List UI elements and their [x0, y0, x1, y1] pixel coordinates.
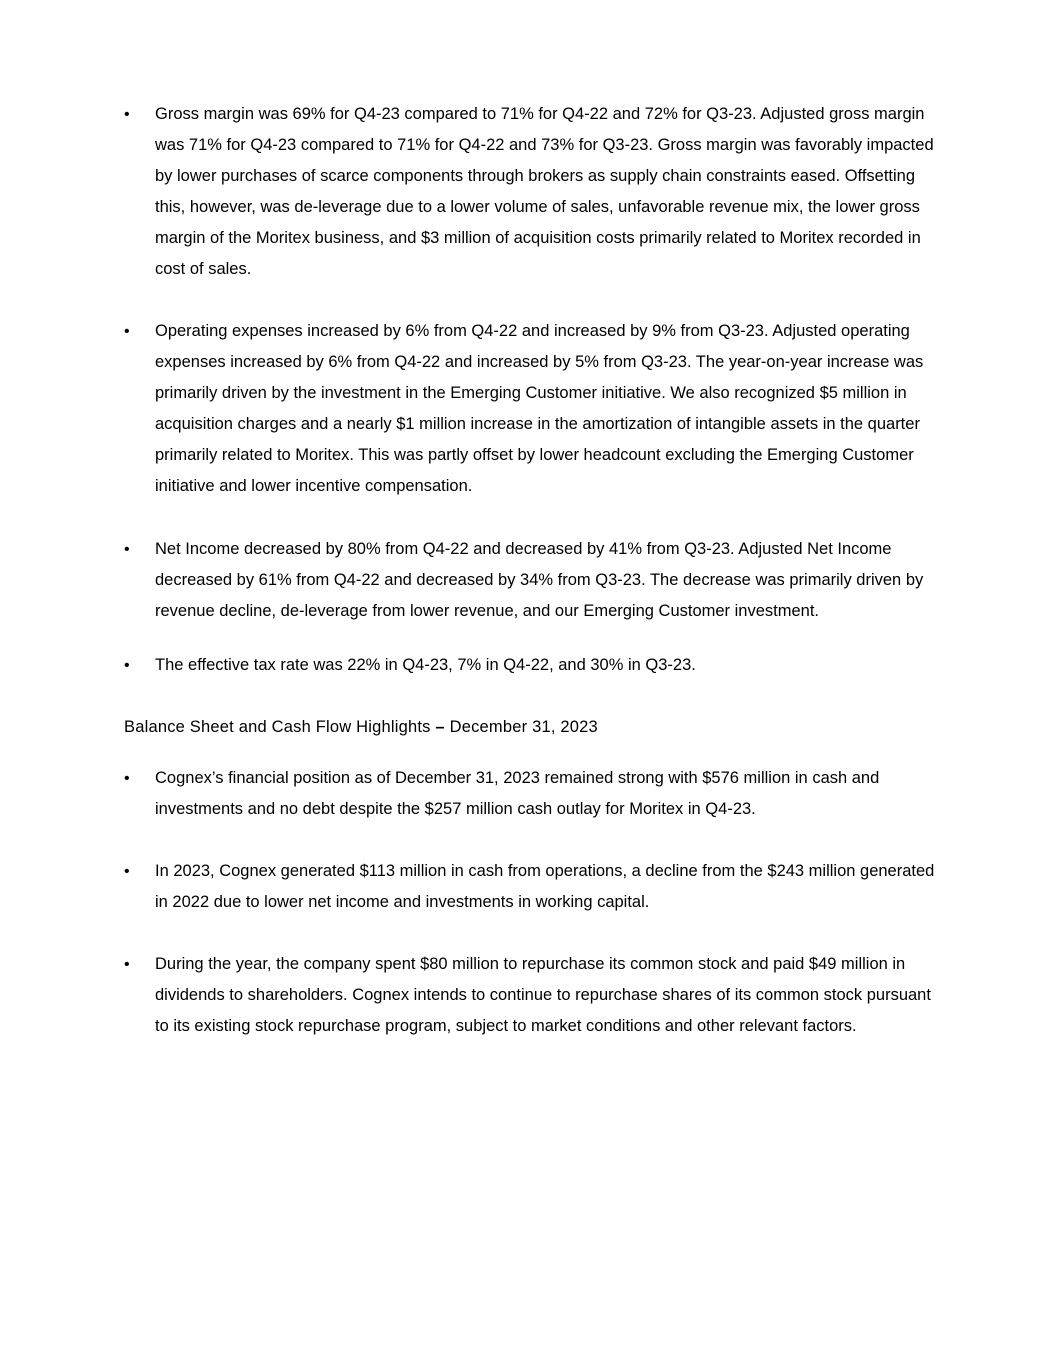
bullet-list-balance-position	[0, 763, 1055, 825]
bullet-item-tax-rate	[0, 650, 940, 681]
bullet-list-balance-cash	[0, 856, 1055, 918]
bullet-text-financial-position: Cognex’s financial position as of December 31, 2023 remained strong with $576 million in cash and investments and no debt despite the $257 million cash outlay for Moritex in Q4-23.	[155, 769, 880, 818]
bullet-text-tax-rate: The effective tax rate was 22% in Q4-23, 7% in Q4-22, and 30% in Q3-23.	[155, 656, 696, 674]
bullet-item-cash-operations	[0, 856, 940, 918]
bullet-text-repurchase: During the year, the company spent $80 million to repurchase its common stock and paid $49 million in dividends to shareholders. Cognex intends to continue to repurchase shares of its common stock pursuant to its existing stock repurchase program, subject to market conditions and other relevant factors.	[155, 955, 931, 1035]
bullet-list-balance-repurchase	[0, 949, 1055, 1042]
bullet-dot: •	[124, 770, 130, 787]
bullet-text-net-income: Net Income decreased by 80% from Q4-22 and decreased by 41% from Q3-23. Adjusted Net Income decreased by 61% from Q4-22 and decreased by 34% from Q3-23. The decrease was primarily driven by revenue decline, de-leverage from lower revenue, and our Emerging Customer investment.	[155, 540, 924, 620]
bullet-item-gross-margin	[0, 99, 940, 285]
section-heading-dash: –	[435, 718, 445, 736]
bullet-dot: •	[124, 863, 130, 880]
bullet-text-gross-margin: Gross margin was 69% for Q4-23 compared to 71% for Q4-22 and 72% for Q3-23. Adjusted gross margin was 71% for Q4-23 compared to 71% for Q4-22 and 73% for Q3-23. Gross margin was favorably impacted by lower purchases of scarce components through brokers as supply chain constraints eased. Offsetting this, however, was de-leverage due to a lower volume of sales, unfavorable revenue mix, the lower gross margin of the Moritex business, and $3 million of acquisition costs primarily related to Moritex recorded in cost of sales.	[155, 105, 934, 278]
bullet-item-operating-expenses	[0, 316, 940, 502]
bullet-dot: •	[124, 541, 130, 558]
bullet-list-income-opex	[0, 316, 1055, 502]
bullet-dot: •	[124, 657, 130, 674]
bullet-text-cash-operations: In 2023, Cognex generated $113 million in cash from operations, a decline from the $243 million generated in 2022 due to lower net income and investments in working capital.	[155, 862, 935, 911]
bullet-dot: •	[124, 956, 130, 973]
bullet-dot: •	[124, 106, 130, 123]
bullet-dot: •	[124, 323, 130, 340]
bullet-item-repurchase	[0, 949, 940, 1042]
bullet-list-income-net	[0, 534, 1055, 627]
section-heading-date: December 31, 2023	[449, 718, 598, 736]
bullet-item-net-income	[0, 534, 940, 627]
bullet-text-operating-expenses: Operating expenses increased by 6% from Q4-22 and increased by 9% from Q3-23. Adjusted operating expenses increased by 6% from Q4-22 and increased by 5% from Q3-23. The year-on-year increase was primarily driven by the investment in the Emerging Customer initiative. We also recognized $5 million in acquisition charges and a nearly $1 million increase in the amortization of intangible assets in the quarter primarily related to Moritex. This was partly offset by lower headcount excluding the Emerging Customer initiative and lower incentive compensation.	[155, 322, 924, 495]
bullet-list-income	[0, 99, 1055, 285]
bullet-item-financial-position	[0, 763, 940, 825]
bullet-list-income-tax	[0, 650, 1055, 681]
section-heading	[124, 712, 598, 743]
section-heading-title: Balance Sheet and Cash Flow Highlights	[124, 718, 431, 736]
